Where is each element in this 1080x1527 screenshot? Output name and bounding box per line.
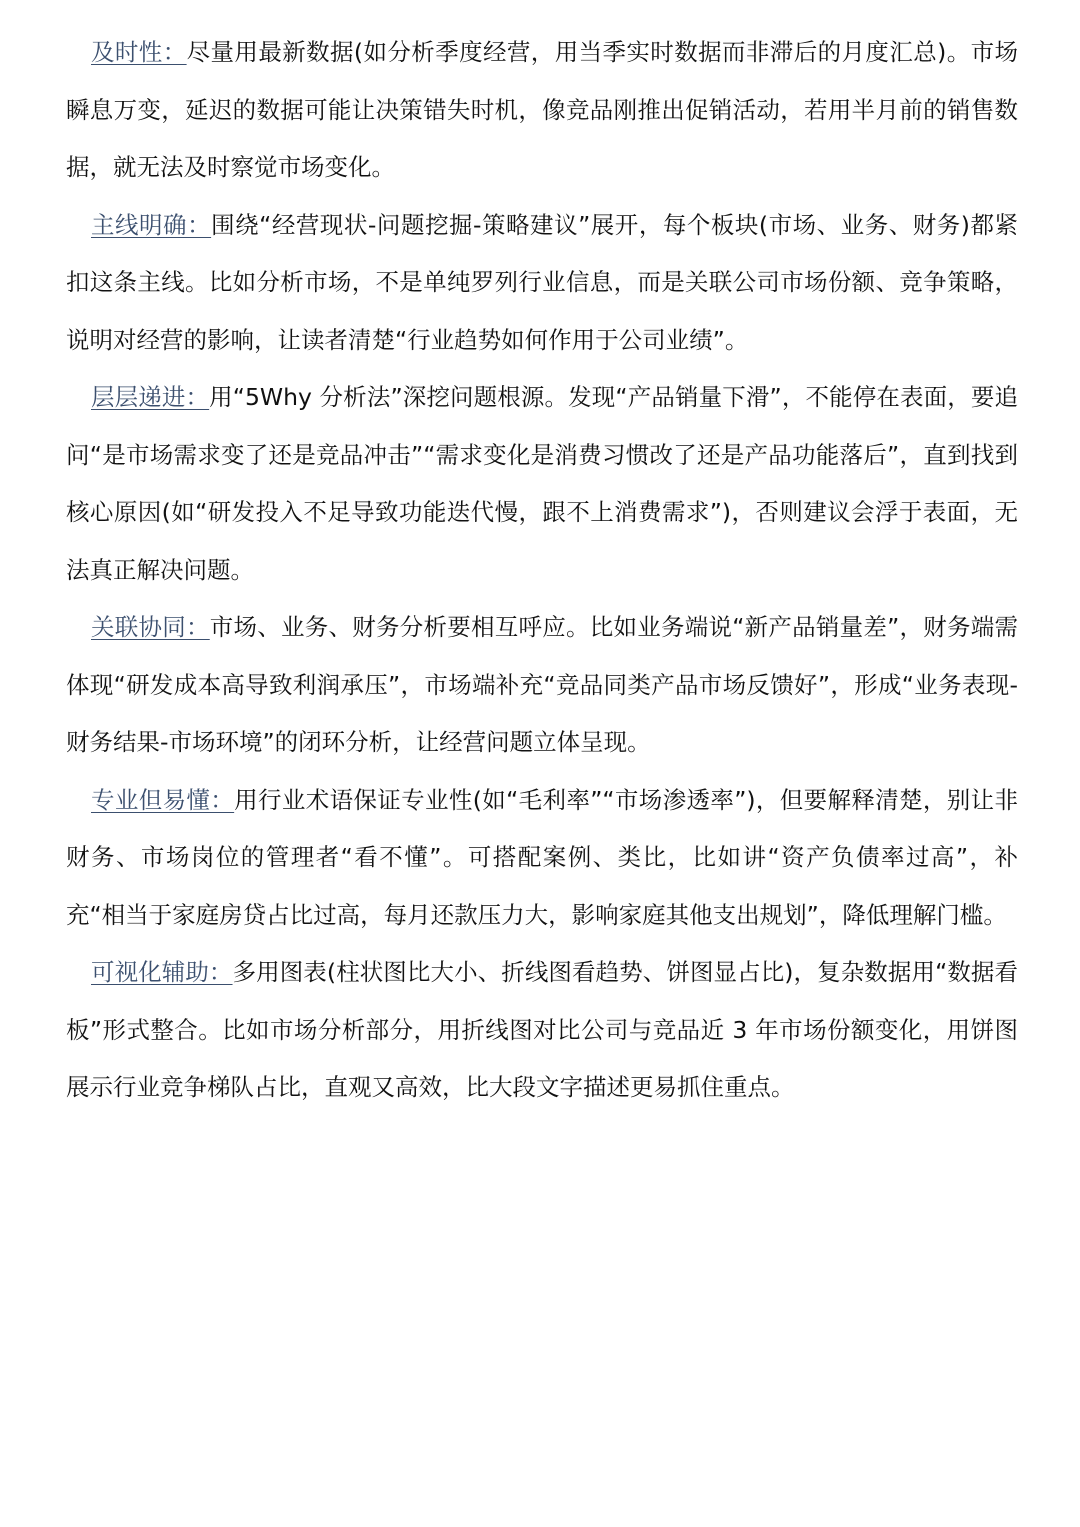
document-page [66,24,1018,1117]
paragraph-heading: 可视化辅助： [91,958,233,986]
paragraph-body: 围绕“经营现状-问题挖掘-策略建议”展开，每个板块(市场、业务、财务)都紧扣这条主线。比如分析市场，不是单纯罗列行业信息，而是关联公司市场份额、竞争策略，说明对经营的影响，让读者清楚“行业趋势如何作用于公司业绩”。 [66,210,1018,354]
paragraph-body: 尽量用最新数据(如分析季度经营，用当季实时数据而非滞后的月度汇总)。市场瞬息万变，延迟的数据可能让决策错失时机，像竞品刚推出促销活动，若用半月前的销售数据，就无法及时察觉市场变化。 [66,38,1018,181]
paragraph-professional-accessible [66,772,1018,945]
paragraph-body: 用行业术语保证专业性(如“毛利率”“市场渗透率”)，但要解释清楚，别让非财务、市场岗位的管理者“看不懂”。可搭配案例、类比，比如讲“资产负债率过高”，补充“相当于家庭房贷占比过高，每月还款压力大，影响家庭其他支出规划”，降低理解门槛。 [66,785,1018,929]
paragraph-clear-mainline [66,197,1018,370]
paragraph-heading: 关联协同： [91,613,210,641]
paragraph-body: 用“5Why 分析法”深挖问题根源。发现“产品销量下滑”，不能停在表面，要追问“是市场需求变了还是竞品冲击”“需求变化是消费习惯改了还是产品功能落后”，直到找到核心原因(如“研发投入不足导致功能迭代慢，跟不上消费需求”)，否则建议会浮于表面，无法真正解决问题。 [66,383,1019,584]
paragraph-heading: 层层递进： [91,383,210,411]
paragraph-heading: 及时性： [91,38,187,66]
paragraph-heading: 专业但易懂： [91,785,235,814]
paragraph-heading: 主线明确： [91,210,212,239]
paragraph-coordination [66,599,1018,772]
paragraph-visualization [66,944,1018,1117]
paragraph-body: 市场、业务、财务分析要相互呼应。比如业务端说“新产品销量差”，财务端需体现“研发成本高导致利润承压”，市场端补充“竞品同类产品市场反馈好”，形成“业务表现-财务结果-市场环境”的闭环分析，让经营问题立体呈现。 [66,613,1019,756]
paragraph-timeliness [66,24,1018,197]
paragraph-body: 多用图表(柱状图比大小、折线图看趋势、饼图显占比)，复杂数据用“数据看板”形式整合。比如市场分析部分，用折线图对比公司与竞品近 3 年市场份额变化，用饼图展示行业竞争梯队占比，直观又高效，比大段文字描述更易抓住重点。 [66,958,1019,1101]
paragraph-progressive [66,369,1018,599]
